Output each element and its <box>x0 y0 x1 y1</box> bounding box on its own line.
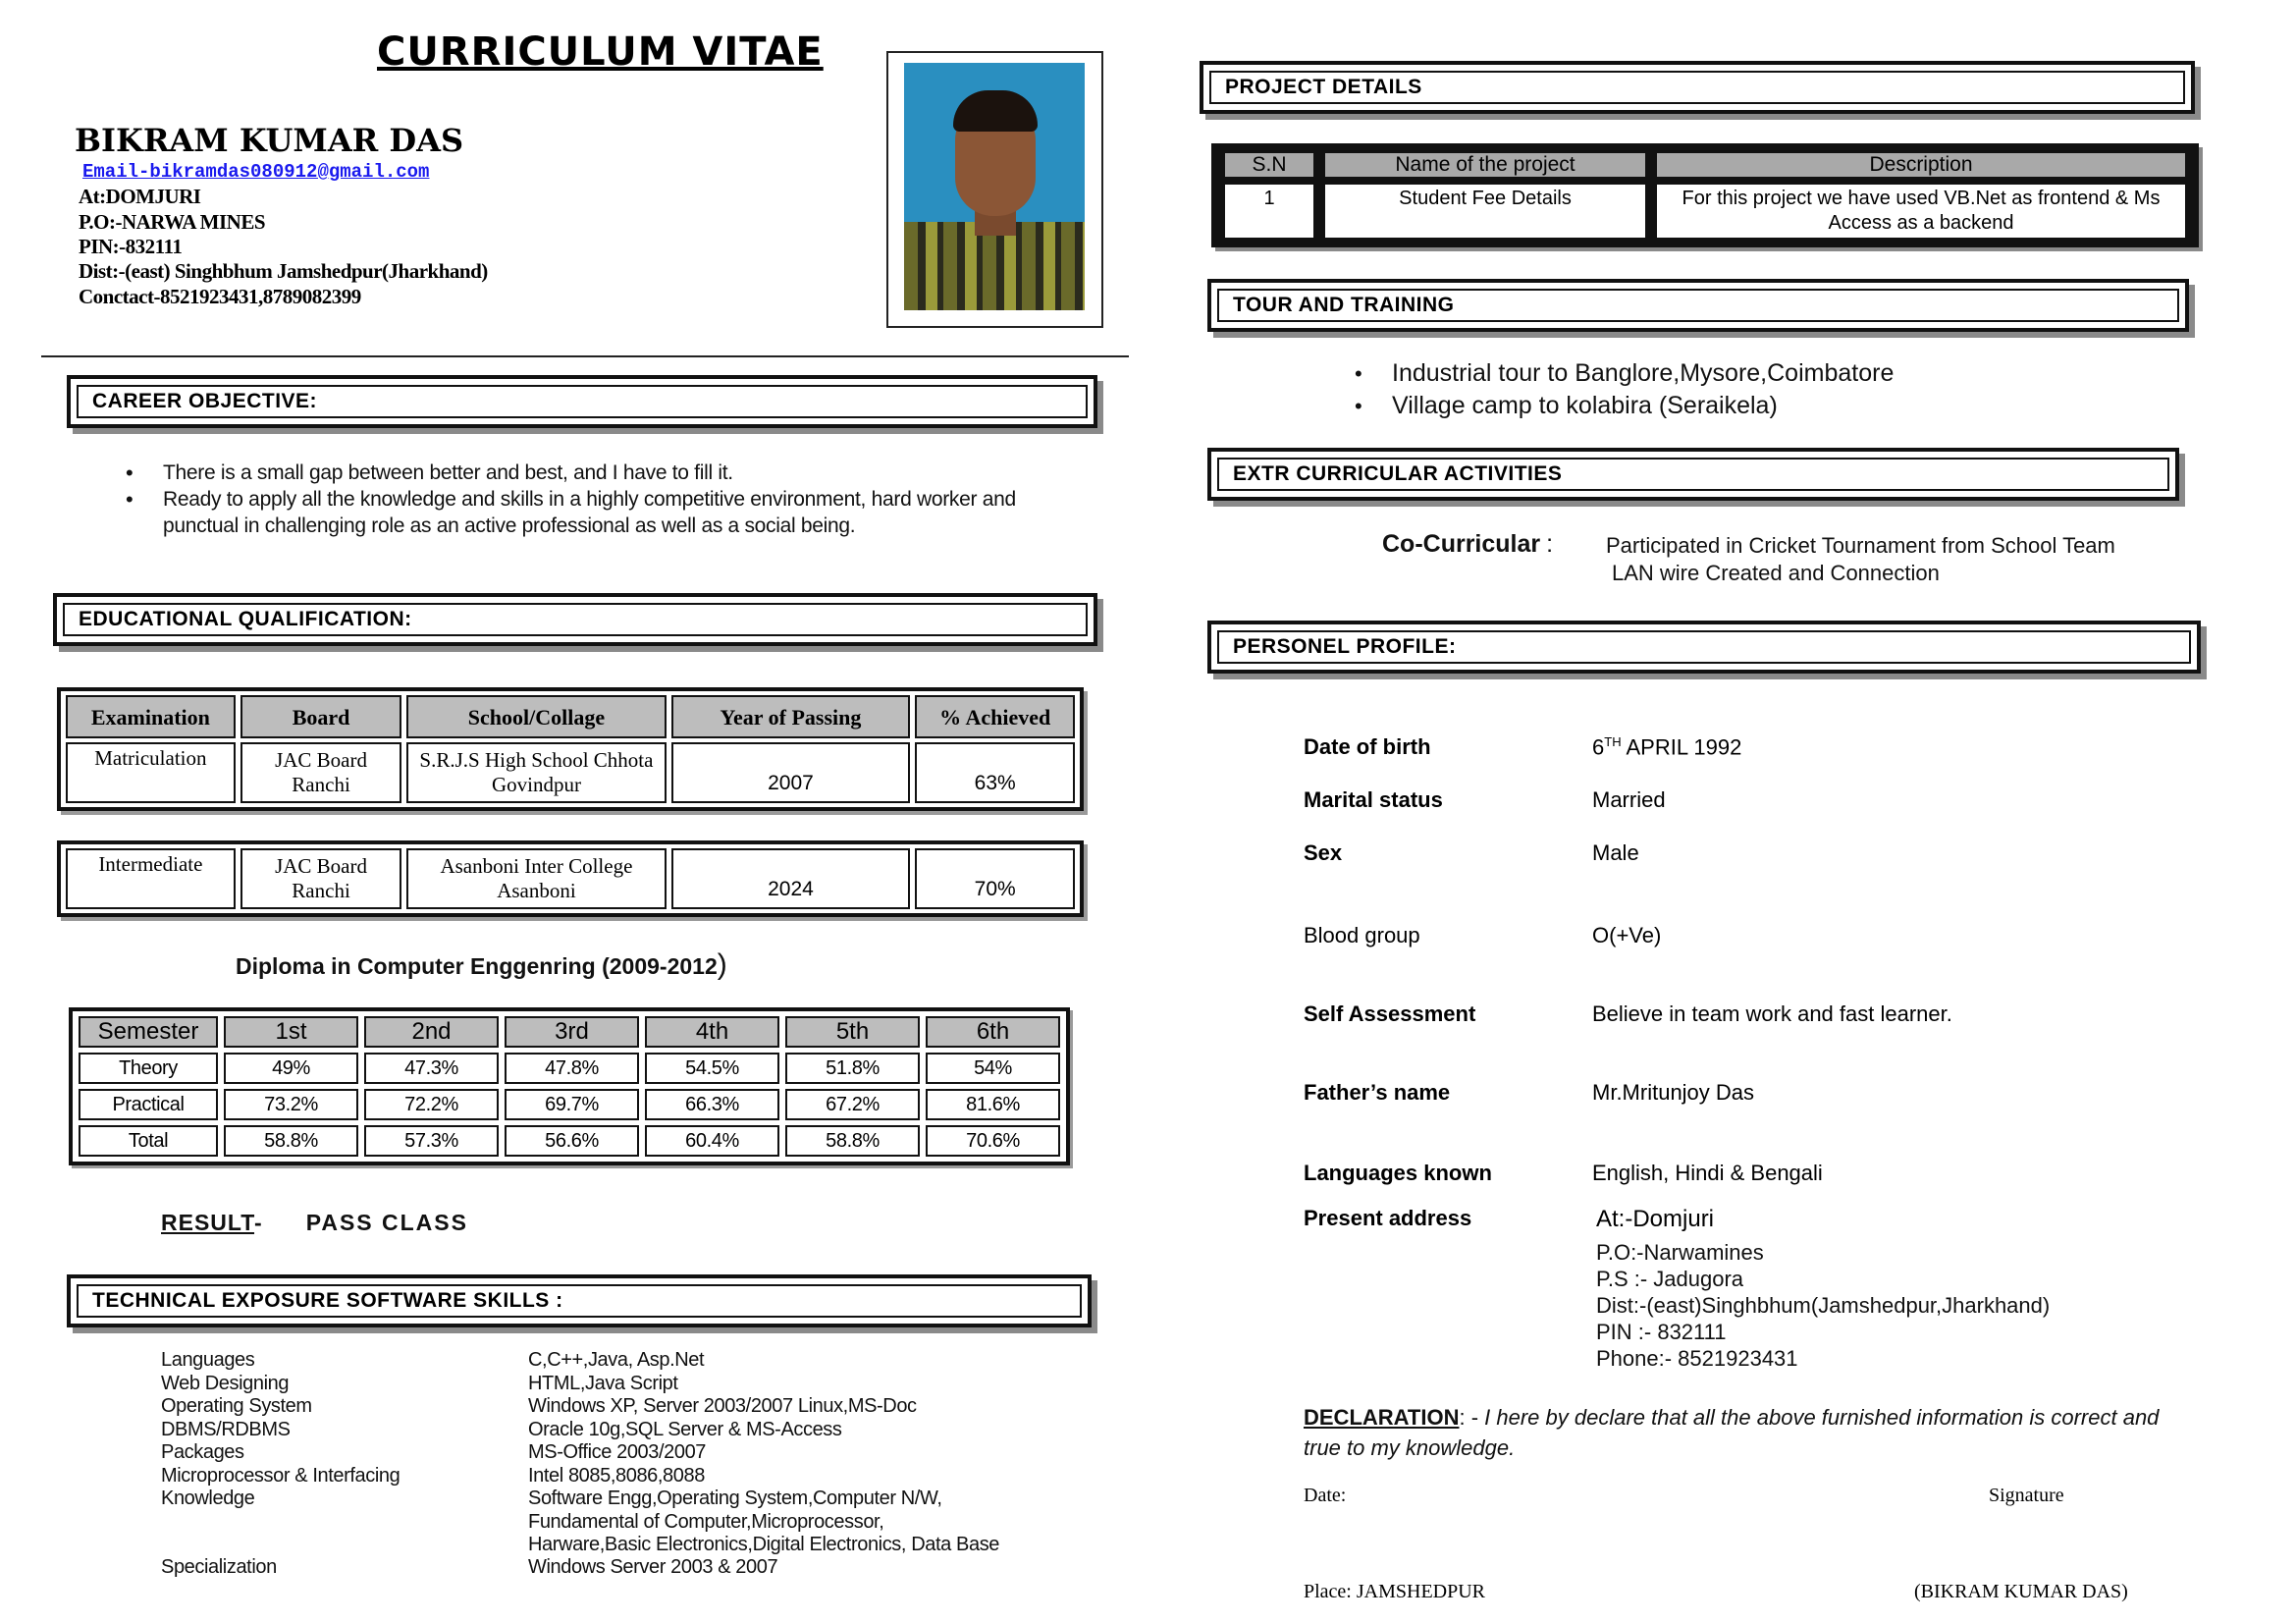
column-header: 5th <box>785 1016 920 1048</box>
score-cell: 57.3% <box>364 1125 499 1157</box>
column-header: Year of Passing <box>671 695 911 738</box>
section-title: EXTR CURRICULAR ACTIVITIES <box>1233 462 1563 485</box>
marital-value: Married <box>1592 787 1666 812</box>
column-header: Semester <box>79 1016 218 1048</box>
column-header: Examination <box>66 695 236 738</box>
section-personal-profile <box>1207 621 2201 674</box>
column-header: S.N <box>1223 151 1315 179</box>
table-row <box>79 1053 1060 1084</box>
section-title: TECHNICAL EXPOSURE SOFTWARE SKILLS : <box>92 1289 563 1312</box>
score-cell: 51.8% <box>785 1053 920 1084</box>
row-label: Total <box>79 1125 218 1157</box>
list-item: • Ready to apply all the knowledge and skills in a highly competitive environment, hard worker and punctual in challenging role as an active professional as well as a social being. <box>163 486 1027 539</box>
score-cell: 69.7% <box>505 1089 639 1120</box>
place-label: Place: JAMSHEDPUR <box>1304 1581 1486 1602</box>
board-cell: JAC Board Ranchi <box>240 742 402 803</box>
score-cell: 47.3% <box>364 1053 499 1084</box>
address-dist: Dist:-(east) Singhbhum Jamshedpur(Jharkhand) <box>79 259 488 283</box>
project-desc-cell: For this project we have used VB.Net as frontend & Ms Access as a backend <box>1655 183 2187 240</box>
column-header: School/Collage <box>406 695 666 738</box>
row-label: Practical <box>79 1089 218 1120</box>
cocurricular-label: Co-Curricular : <box>1382 530 1554 558</box>
contact-phone: Conctact-8521923431,8789082399 <box>79 285 361 308</box>
score-cell: 47.8% <box>505 1053 639 1084</box>
email-link[interactable]: Email-bikramdas080912@gmail.com <box>82 161 430 183</box>
list-item: Packages MS-Office 2003/2007 <box>161 1441 707 1463</box>
year-cell: 2007 <box>671 742 911 803</box>
profile-photo-frame <box>886 51 1103 328</box>
section-extra-curricular <box>1207 448 2179 501</box>
section-technical-skills <box>67 1274 1092 1327</box>
skills-list <box>161 1349 999 1579</box>
list-item: DBMS/RDBMS Oracle 10g,SQL Server & MS-Access <box>161 1418 842 1440</box>
score-cell: 54% <box>926 1053 1060 1084</box>
section-career-objective <box>67 375 1097 428</box>
school-cell: Asanboni Inter College Asanboni <box>406 848 666 909</box>
table-row <box>66 848 1075 909</box>
table-row <box>1223 183 2187 240</box>
cocurricular-values <box>1606 532 2115 587</box>
father-label: Father’s name <box>1304 1080 1451 1105</box>
score-cell: 58.8% <box>785 1125 920 1157</box>
list-item: • Industrial tour to Banglore,Mysore,Coimbatore <box>1392 357 2079 390</box>
address-first-line: At:-Domjuri <box>1596 1206 1715 1232</box>
section-tour-training <box>1207 279 2189 332</box>
score-cell: 56.6% <box>505 1125 639 1157</box>
blood-label: Blood group <box>1304 923 1420 947</box>
year-cell: 2024 <box>671 848 911 909</box>
school-cell: S.R.J.S High School Chhota Govindpur <box>406 742 666 803</box>
dob-label: Date of birth <box>1304 734 1431 759</box>
project-table <box>1211 143 2199 247</box>
column-header: Description <box>1655 151 2187 179</box>
address-po: P.O:-NARWA MINES <box>79 210 266 234</box>
list-item: Operating System Windows XP, Server 2003/2007 Linux,MS-Doc <box>161 1395 917 1417</box>
blood-value: O(+Ve) <box>1592 923 1662 947</box>
score-cell: 81.6% <box>926 1089 1060 1120</box>
score-cell: 54.5% <box>645 1053 779 1084</box>
languages-label: Languages known <box>1304 1161 1492 1185</box>
header-divider <box>41 355 1129 357</box>
profile-photo <box>904 63 1085 310</box>
address-line: PIN :- 832111 <box>1596 1320 1727 1344</box>
date-label: Date: <box>1304 1485 1347 1506</box>
list-item: Languages C,C++,Java, Asp.Net <box>161 1349 705 1371</box>
address-line: P.S :- Jadugora <box>1596 1267 1744 1291</box>
score-cell: 58.8% <box>224 1125 358 1157</box>
dob-value: 6TH APRIL 1992 <box>1592 734 1742 760</box>
list-item: Knowledge Software Engg,Operating System,Computer N/W, Fundamental of Computer,Microprocessor, Harware,Basic Electronics,Digital Electronics, Data Base <box>161 1488 1000 1555</box>
column-header: 2nd <box>364 1016 499 1048</box>
father-value: Mr.Mritunjoy Das <box>1592 1080 1755 1105</box>
present-address <box>1596 1239 2050 1372</box>
table-row <box>79 1089 1060 1120</box>
score-cell: 67.2% <box>785 1089 920 1120</box>
exam-cell: Matriculation <box>66 742 236 803</box>
sex-value: Male <box>1592 840 1639 865</box>
list-item: Web Designing HTML,Java Script <box>161 1372 678 1394</box>
sn-cell: 1 <box>1223 183 1315 240</box>
list-item: Microprocessor & Interfacing Intel 8085,8086,8088 <box>161 1464 705 1487</box>
signed-name: (BIKRAM KUMAR DAS) <box>1914 1581 2128 1602</box>
column-header: Name of the project <box>1323 151 1647 179</box>
column-header: 6th <box>926 1016 1060 1048</box>
semester-table <box>69 1007 1070 1165</box>
address-pin: PIN:-832111 <box>79 235 183 258</box>
column-header: 3rd <box>505 1016 639 1048</box>
score-cell: 60.4% <box>645 1125 779 1157</box>
signature-label: Signature <box>1989 1485 2064 1506</box>
candidate-name: BIKRAM KUMAR DAS <box>75 122 464 159</box>
self-assessment-label: Self Assessment <box>1304 1001 1476 1026</box>
page-title: CURRICULUM VITAE <box>377 29 824 75</box>
address-label: Present address <box>1304 1206 1472 1230</box>
list-item: • Village camp to kolabira (Seraikela) <box>1392 390 2079 422</box>
score-cell: 70.6% <box>926 1125 1060 1157</box>
list-item: Participated in Cricket Tournament from School Team <box>1606 533 2115 558</box>
education-table-matric <box>57 687 1084 811</box>
section-title: CAREER OBJECTIVE: <box>92 390 318 412</box>
marital-label: Marital status <box>1304 787 1443 812</box>
score-cell: 73.2% <box>224 1089 358 1120</box>
column-header: 1st <box>224 1016 358 1048</box>
section-project-details <box>1200 61 2195 114</box>
percent-cell: 70% <box>915 848 1075 909</box>
row-label: Theory <box>79 1053 218 1084</box>
address-line: Dist:-(east)Singhbhum(Jamshedpur,Jharkhand) <box>1596 1293 2051 1318</box>
column-header: Board <box>240 695 402 738</box>
languages-value: English, Hindi & Bengali <box>1592 1161 1823 1185</box>
list-item: Specialization Windows Server 2003 & 2007 <box>161 1555 778 1578</box>
table-row <box>66 742 1075 803</box>
column-header: 4th <box>645 1016 779 1048</box>
tour-list <box>1392 357 2079 422</box>
education-table-inter <box>57 840 1084 917</box>
column-header: % Achieved <box>915 695 1075 738</box>
section-education <box>53 593 1097 646</box>
result-line: RESULT- PASS CLASS <box>161 1210 468 1235</box>
sex-label: Sex <box>1304 840 1343 865</box>
diploma-title: Diploma in Computer Enggenring (2009-2012) <box>236 948 727 981</box>
table-row <box>79 1125 1060 1157</box>
score-cell: 49% <box>224 1053 358 1084</box>
career-objective-list <box>163 460 1027 539</box>
address-line: P.O:-Narwamines <box>1596 1240 1764 1265</box>
declaration: DECLARATION: - I here by declare that all the above furnished information is correct and true to my knowledge. <box>1304 1405 2160 1460</box>
score-cell: 72.2% <box>364 1089 499 1120</box>
board-cell: JAC Board Ranchi <box>240 848 402 909</box>
section-title: PROJECT DETAILS <box>1225 76 1422 98</box>
self-assessment-value: Believe in team work and fast learner. <box>1592 1001 1952 1026</box>
address-at: At:DOMJURI <box>79 185 201 208</box>
score-cell: 66.3% <box>645 1089 779 1120</box>
exam-cell: Intermediate <box>66 848 236 909</box>
address-line: Phone:- 8521923431 <box>1596 1346 1798 1371</box>
list-item: LAN wire Created and Connection <box>1612 561 1940 585</box>
section-title: TOUR AND TRAINING <box>1233 294 1455 316</box>
section-title: PERSONEL PROFILE: <box>1233 635 1457 658</box>
project-name-cell: Student Fee Details <box>1323 183 1647 240</box>
list-item: • There is a small gap between better and best, and I have to fill it. <box>163 460 1027 486</box>
percent-cell: 63% <box>915 742 1075 803</box>
section-title: EDUCATIONAL QUALIFICATION: <box>79 608 412 630</box>
